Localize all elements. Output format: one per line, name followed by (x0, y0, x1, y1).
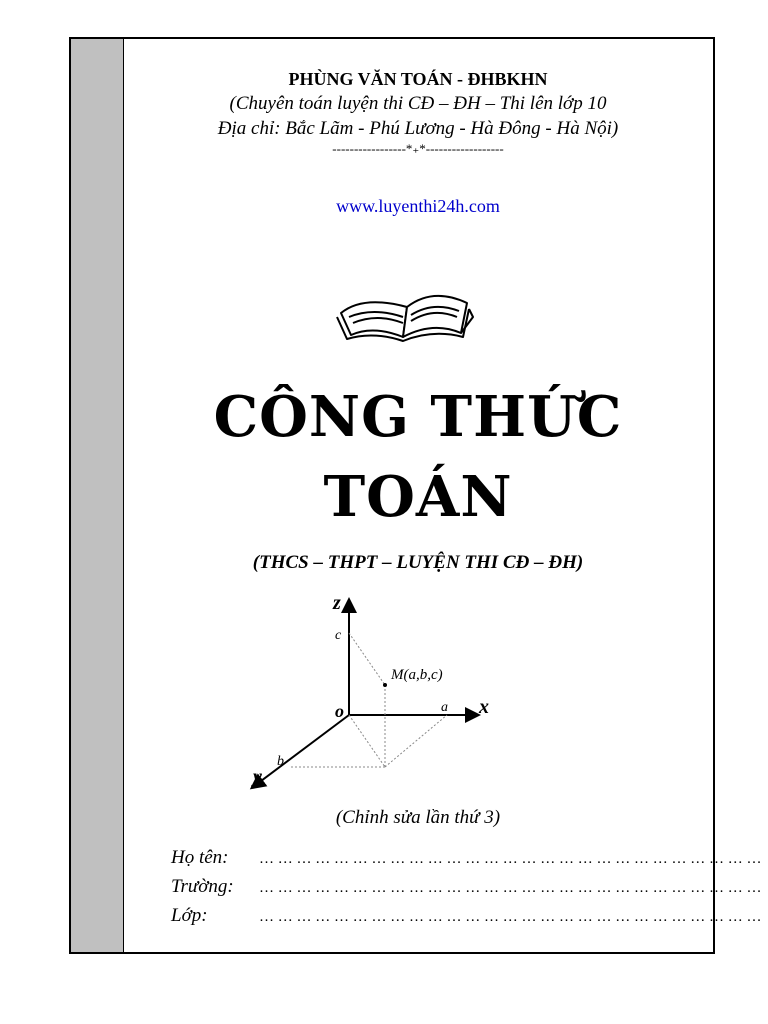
school-label: Trường: (171, 876, 234, 897)
z-label: z (333, 592, 341, 614)
form-row-class (171, 905, 762, 927)
name-label: Họ tên: (171, 847, 229, 868)
subtitle-line: (Chuyên toán luyện thi CĐ – ĐH – Thi lên lớp 10 (229, 93, 607, 114)
level-line: (THCS – THPT – LUYỆN THI CĐ – ĐH) (252, 552, 584, 573)
y-label: y (253, 766, 262, 788)
title-line-1: CÔNG THỨC (213, 384, 623, 450)
name-field[interactable]: … … … … … … … … … … … … … … … … … … … … … … … … … … … (259, 851, 762, 867)
separator-line: -----------------*₊*------------------ (332, 141, 504, 156)
b-label: b (277, 754, 284, 769)
open-book-icon (333, 265, 479, 343)
a-label: a (441, 700, 448, 715)
class-label: Lớp: (171, 905, 208, 926)
form-row-name (171, 847, 762, 869)
address-line: Địa chỉ: Bắc Lãm - Phú Lương - Hà Đông - Hà Nội) (217, 118, 619, 139)
origin-label: o (335, 701, 344, 721)
edition-note: (Chỉnh sửa lần thứ 3) (335, 807, 501, 828)
x-label: x (479, 696, 489, 718)
author-line: PHÙNG VĂN TOÁN - ĐHBKHN (288, 69, 548, 89)
website-link[interactable]: www.luyenthi24h.com (336, 196, 500, 216)
cover-frame (69, 37, 762, 954)
point-label: M(a,b,c) (391, 667, 443, 683)
3d-axes-diagram (239, 589, 509, 799)
y-axis (253, 715, 349, 787)
class-field[interactable]: … … … … … … … … … … … … … … … … … … … … … … … … … … … (259, 909, 762, 925)
left-binding-strip (71, 39, 124, 952)
form-row-school (171, 876, 762, 898)
title-line-2: TOÁN (323, 464, 513, 530)
c-label: c (335, 628, 342, 643)
school-field[interactable]: … … … … … … … … … … … … … … … … … … … … … … … … … … … (259, 880, 762, 896)
